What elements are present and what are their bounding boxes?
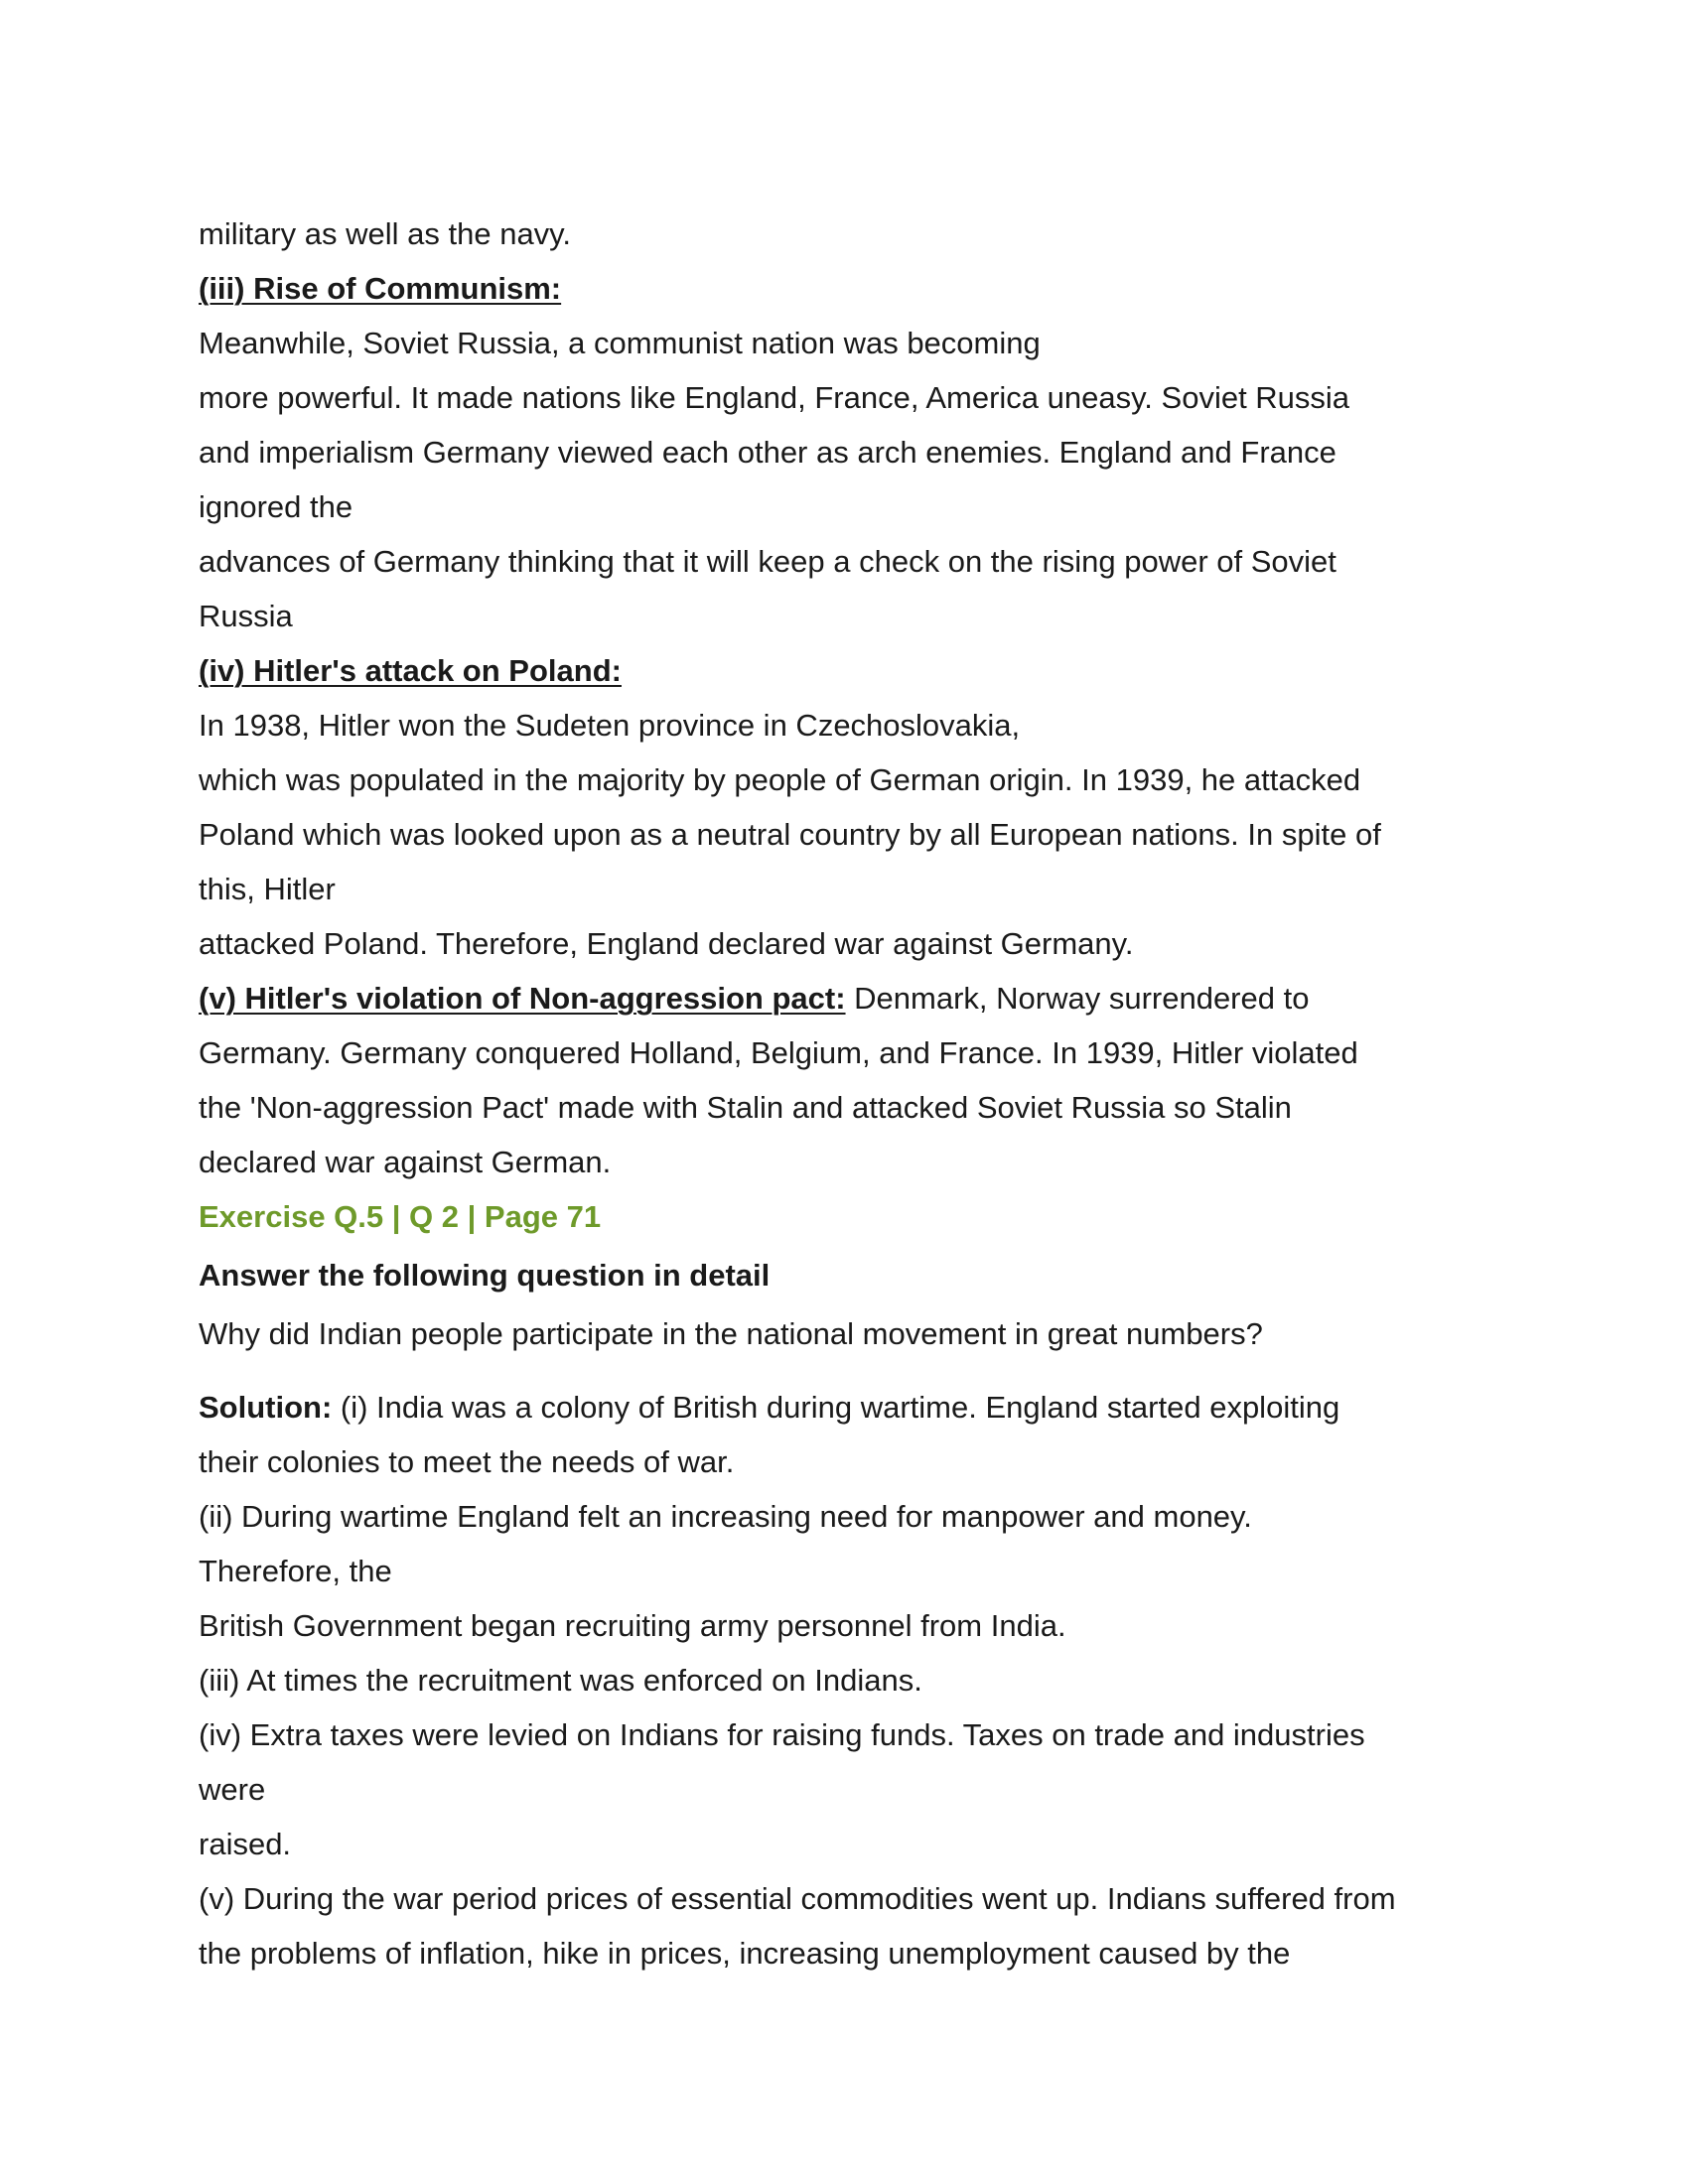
text-line: military as well as the navy. — [199, 216, 571, 251]
section-line-non-aggression — [199, 979, 1309, 1019]
solution-label: Solution: — [199, 1390, 333, 1425]
text-span: (i) India was a colony of British during wartime. England started exploiting — [332, 1390, 1340, 1425]
text-line: attacked Poland. Therefore, England declared war against Germany. — [199, 926, 1134, 961]
text-line: which was populated in the majority by people of German origin. In 1939, he attacked — [199, 762, 1361, 797]
exercise-instruction: Answer the following question in detail — [199, 1258, 771, 1293]
text-line: the problems of inflation, hike in prices, increasing unemployment caused by the — [199, 1936, 1291, 1971]
text-line: their colonies to meet the needs of war. — [199, 1444, 735, 1479]
text-line: ignored the — [199, 489, 353, 524]
text-line: British Government began recruiting army personnel from India. — [199, 1608, 1066, 1643]
text-line: (iii) At times the recruitment was enforced on Indians. — [199, 1663, 922, 1698]
text-line: (iv) Extra taxes were levied on Indians for raising funds. Taxes on trade and industries — [199, 1717, 1365, 1752]
text-line: were — [199, 1772, 266, 1807]
text-line: (v) During the war period prices of essential commodities went up. Indians suffered from — [199, 1881, 1396, 1916]
solution-first-line — [199, 1388, 1339, 1428]
text-span: Denmark, Norway surrendered to — [845, 981, 1310, 1016]
text-line: and imperialism Germany viewed each other as arch enemies. England and France — [199, 435, 1336, 470]
section-heading-attack-on-poland: (iv) Hitler's attack on Poland: — [199, 653, 622, 688]
text-line: Therefore, the — [199, 1554, 392, 1588]
section-heading-rise-of-communism: (iii) Rise of Communism: — [199, 271, 562, 306]
text-line: the 'Non-aggression Pact' made with Stalin and attacked Soviet Russia so Stalin — [199, 1090, 1292, 1125]
text-line: advances of Germany thinking that it will keep a check on the rising power of Soviet — [199, 544, 1336, 579]
text-line: (ii) During wartime England felt an increasing need for manpower and money. — [199, 1499, 1252, 1534]
exercise-question: Why did Indian people participate in the national movement in great numbers? — [199, 1316, 1263, 1351]
text-line: Germany. Germany conquered Holland, Belgium, and France. In 1939, Hitler violated — [199, 1035, 1358, 1070]
text-line: declared war against German. — [199, 1145, 612, 1179]
text-line: Russia — [199, 599, 293, 633]
text-line: this, Hitler — [199, 872, 336, 906]
exercise-reference: Exercise Q.5 | Q 2 | Page 71 — [199, 1199, 602, 1234]
text-line: Meanwhile, Soviet Russia, a communist nation was becoming — [199, 326, 1041, 360]
text-line: more powerful. It made nations like England, France, America uneasy. Soviet Russia — [199, 380, 1350, 415]
text-line: raised. — [199, 1827, 292, 1861]
text-line: Poland which was looked upon as a neutral country by all European nations. In spite of — [199, 817, 1381, 852]
section-heading-non-aggression-pact: (v) Hitler's violation of Non-aggression pact: — [199, 981, 846, 1016]
text-line: In 1938, Hitler won the Sudeten province in Czechoslovakia, — [199, 708, 1021, 743]
